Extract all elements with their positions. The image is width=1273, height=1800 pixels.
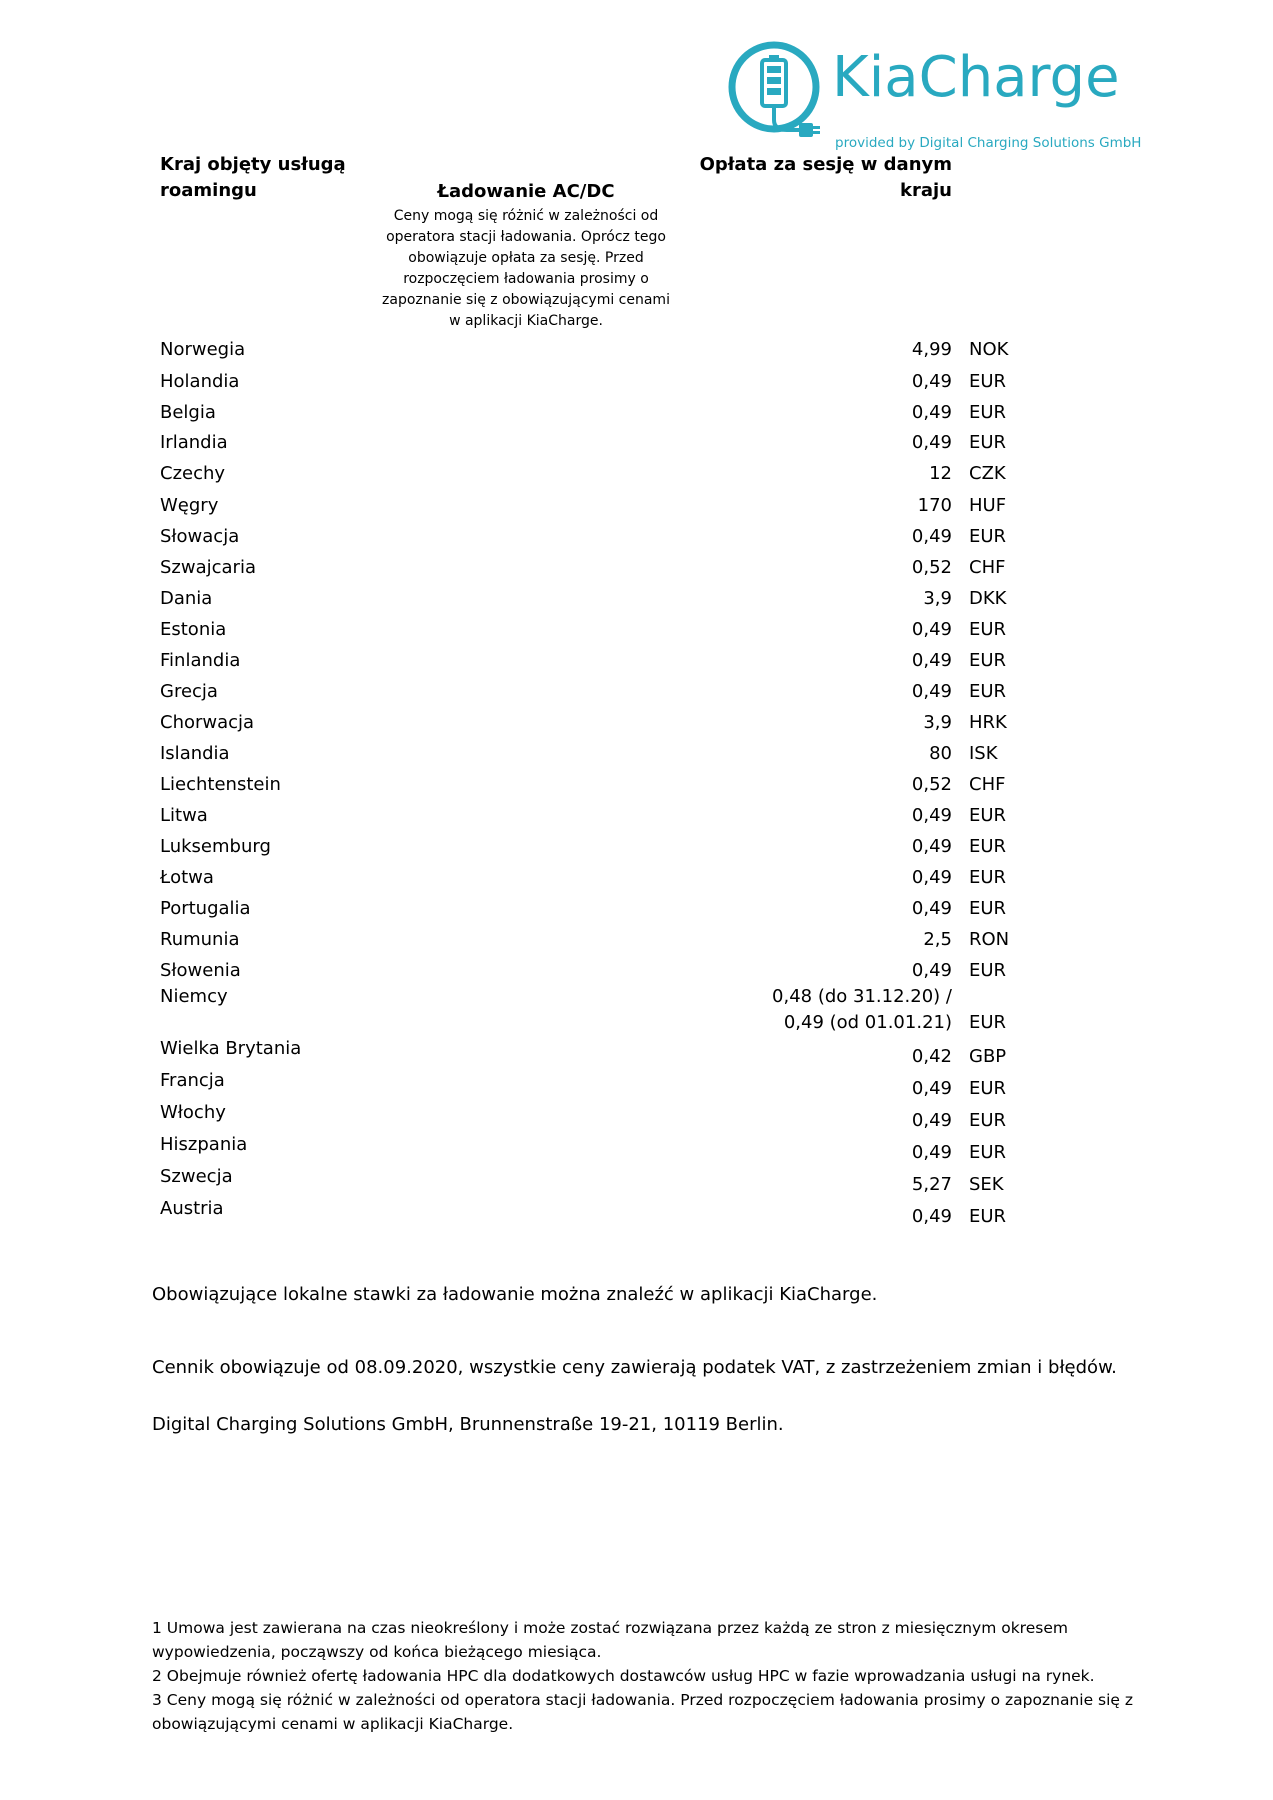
session-fee: 0,49 [911,1078,952,1099]
table-row [0,617,1273,643]
logo-tagline: provided by Digital Charging Solutions GmbH [835,135,1142,151]
country-name: Słowenia [160,960,241,981]
country-name: Liechtenstein [160,774,281,795]
currency: SEK [969,1174,1004,1195]
session-fee: 0,52 [911,774,952,795]
country-name: Czechy [160,463,226,484]
footnote-2: 2 Obejmuje również ofertę ładowania HPC dla dodatkowych dostawców usług HPC w fazie wprowadzania usługi na rynek. [152,1667,1095,1685]
table-row [0,430,1273,456]
table-row [0,586,1273,612]
table-row [0,369,1273,395]
session-fee: 3,9 [923,712,952,733]
currency: EUR [969,619,1007,640]
currency: NOK [969,339,1009,360]
currency: DKK [969,588,1007,609]
table-row [0,461,1273,487]
country-name: Szwajcaria [160,557,256,578]
session-fee: 0,49 [911,1206,952,1227]
session-fee-line1: 0,48 (do 31.12.20) / [772,986,952,1007]
session-fee: 4,99 [911,339,952,360]
currency: EUR [969,371,1007,392]
currency: RON [969,929,1010,950]
country-name: Szwecja [160,1166,233,1187]
currency: EUR [969,1110,1007,1131]
table-row [0,834,1273,860]
header-fee-line1: Opłata za sesję w danym [699,154,952,175]
session-fee: 5,27 [911,1174,952,1195]
country-name: Luksemburg [160,836,271,857]
table-row [0,710,1273,736]
currency: EUR [969,1012,1007,1033]
currency: GBP [969,1046,1007,1067]
header-acdc: Ładowanie AC/DC [437,181,615,202]
kiacharge-logo [727,38,1142,158]
note-local-rates: Obowiązujące lokalne stawki za ładowanie można znaleźć w aplikacji KiaCharge. [152,1284,878,1305]
table-row [0,896,1273,922]
country-name: Hiszpania [160,1134,248,1155]
country-name: Portugalia [160,898,251,919]
session-fee: 0,42 [911,1046,952,1067]
table-row [0,958,1273,984]
country-name: Włochy [160,1102,226,1123]
footnote-3: 3 Ceny mogą się różnić w zależności od operatora stacji ładowania. Przed rozpoczęciem ładowania prosimy o zapoznanie się z obowiązującymi cenami w aplikacji KiaCharge. [152,1691,1134,1733]
table-row [0,555,1273,581]
currency: CZK [969,463,1006,484]
table-row [0,1104,1273,1130]
table-row [0,772,1273,798]
table-row [0,1040,1273,1066]
session-fee: 0,49 [911,898,952,919]
session-fee: 0,49 [911,619,952,640]
note-validity: Cennik obowiązuje od 08.09.2020, wszystkie ceny zawierają podatek VAT, z zastrzeżeniem zmian i błędów. [152,1357,1117,1378]
session-fee: 0,49 [911,681,952,702]
note-company: Digital Charging Solutions GmbH, Brunnenstraße 19-21, 10119 Berlin. [152,1414,784,1435]
table-row [0,648,1273,674]
battery-plug-icon [727,40,827,140]
country-name: Irlandia [160,432,228,453]
table-row [0,927,1273,953]
country-name: Francja [160,1070,225,1091]
country-name: Słowacja [160,526,240,547]
session-fee: 0,49 [911,836,952,857]
session-fee: 0,49 [911,402,952,423]
session-fee: 0,49 [911,960,952,981]
header-country-line1: Kraj objęty usługą [160,154,346,175]
currency: EUR [969,960,1007,981]
table-row [0,679,1273,705]
table-row [0,400,1273,426]
country-name: Litwa [160,805,208,826]
table-row [0,1200,1273,1226]
currency: EUR [969,402,1007,423]
country-name: Austria [160,1198,224,1219]
session-fee: 0,49 [911,650,952,671]
header-fee-line2: kraju [900,180,952,201]
country-name: Niemcy [160,986,228,1007]
currency: ISK [969,743,998,764]
table-row [0,337,1273,363]
currency: EUR [969,867,1007,888]
logo-wordmark: KiaCharge [832,45,1120,110]
currency: EUR [969,1142,1007,1163]
header-acdc-note: Ceny mogą się różnić w zależności od operatora stacji ładowania. Oprócz tego obowiązuje opłata za sesję. Przed rozpoczęciem ładowania prosimy o zapoznanie się z obowiązującymi cenami w aplikacji KiaCharge. [382,208,670,329]
currency: EUR [969,805,1007,826]
country-name: Belgia [160,402,216,423]
country-name: Finlandia [160,650,241,671]
country-name: Dania [160,588,213,609]
session-fee: 0,49 [911,371,952,392]
table-row [0,741,1273,767]
session-fee: 0,52 [911,557,952,578]
table-row [0,803,1273,829]
country-name: Estonia [160,619,227,640]
currency: EUR [969,432,1007,453]
table-row [0,524,1273,550]
session-fee: 0,49 [911,1110,952,1131]
table-row [0,493,1273,519]
table-row [0,1168,1273,1194]
country-name: Węgry [160,495,219,516]
country-name: Chorwacja [160,712,255,733]
session-fee: 12 [929,463,952,484]
session-fee: 0,49 [911,1142,952,1163]
session-fee: 80 [929,743,952,764]
session-fee: 0,49 [911,432,952,453]
currency: HUF [969,495,1007,516]
country-name: Islandia [160,743,230,764]
table-row [0,1072,1273,1098]
session-fee: 2,5 [923,929,952,950]
session-fee-line2: 0,49 (od 01.01.21) [783,1012,952,1033]
session-fee: 3,9 [923,588,952,609]
currency: EUR [969,836,1007,857]
currency: EUR [969,1078,1007,1099]
footnote-1: 1 Umowa jest zawierana na czas nieokreślony i może zostać rozwiązana przez każdą ze stron z miesięcznym okresem wypowiedzenia, począwszy od końca bieżącego miesiąca. [152,1619,1068,1661]
currency: EUR [969,681,1007,702]
country-name: Grecja [160,681,218,702]
country-name: Łotwa [160,867,214,888]
currency: CHF [969,774,1006,795]
currency: EUR [969,526,1007,547]
currency: HRK [969,712,1007,733]
header-country-line2: roamingu [160,180,257,201]
currency: EUR [969,898,1007,919]
currency: CHF [969,557,1006,578]
country-name: Rumunia [160,929,240,950]
table-row [0,1136,1273,1162]
table-row [0,865,1273,891]
currency: EUR [969,1206,1007,1227]
country-name: Holandia [160,371,240,392]
session-fee: 0,49 [911,867,952,888]
country-name: Norwegia [160,339,246,360]
session-fee: 170 [917,495,952,516]
country-name: Wielka Brytania [160,1038,302,1059]
session-fee: 0,49 [911,805,952,826]
currency: EUR [969,650,1007,671]
session-fee: 0,49 [911,526,952,547]
